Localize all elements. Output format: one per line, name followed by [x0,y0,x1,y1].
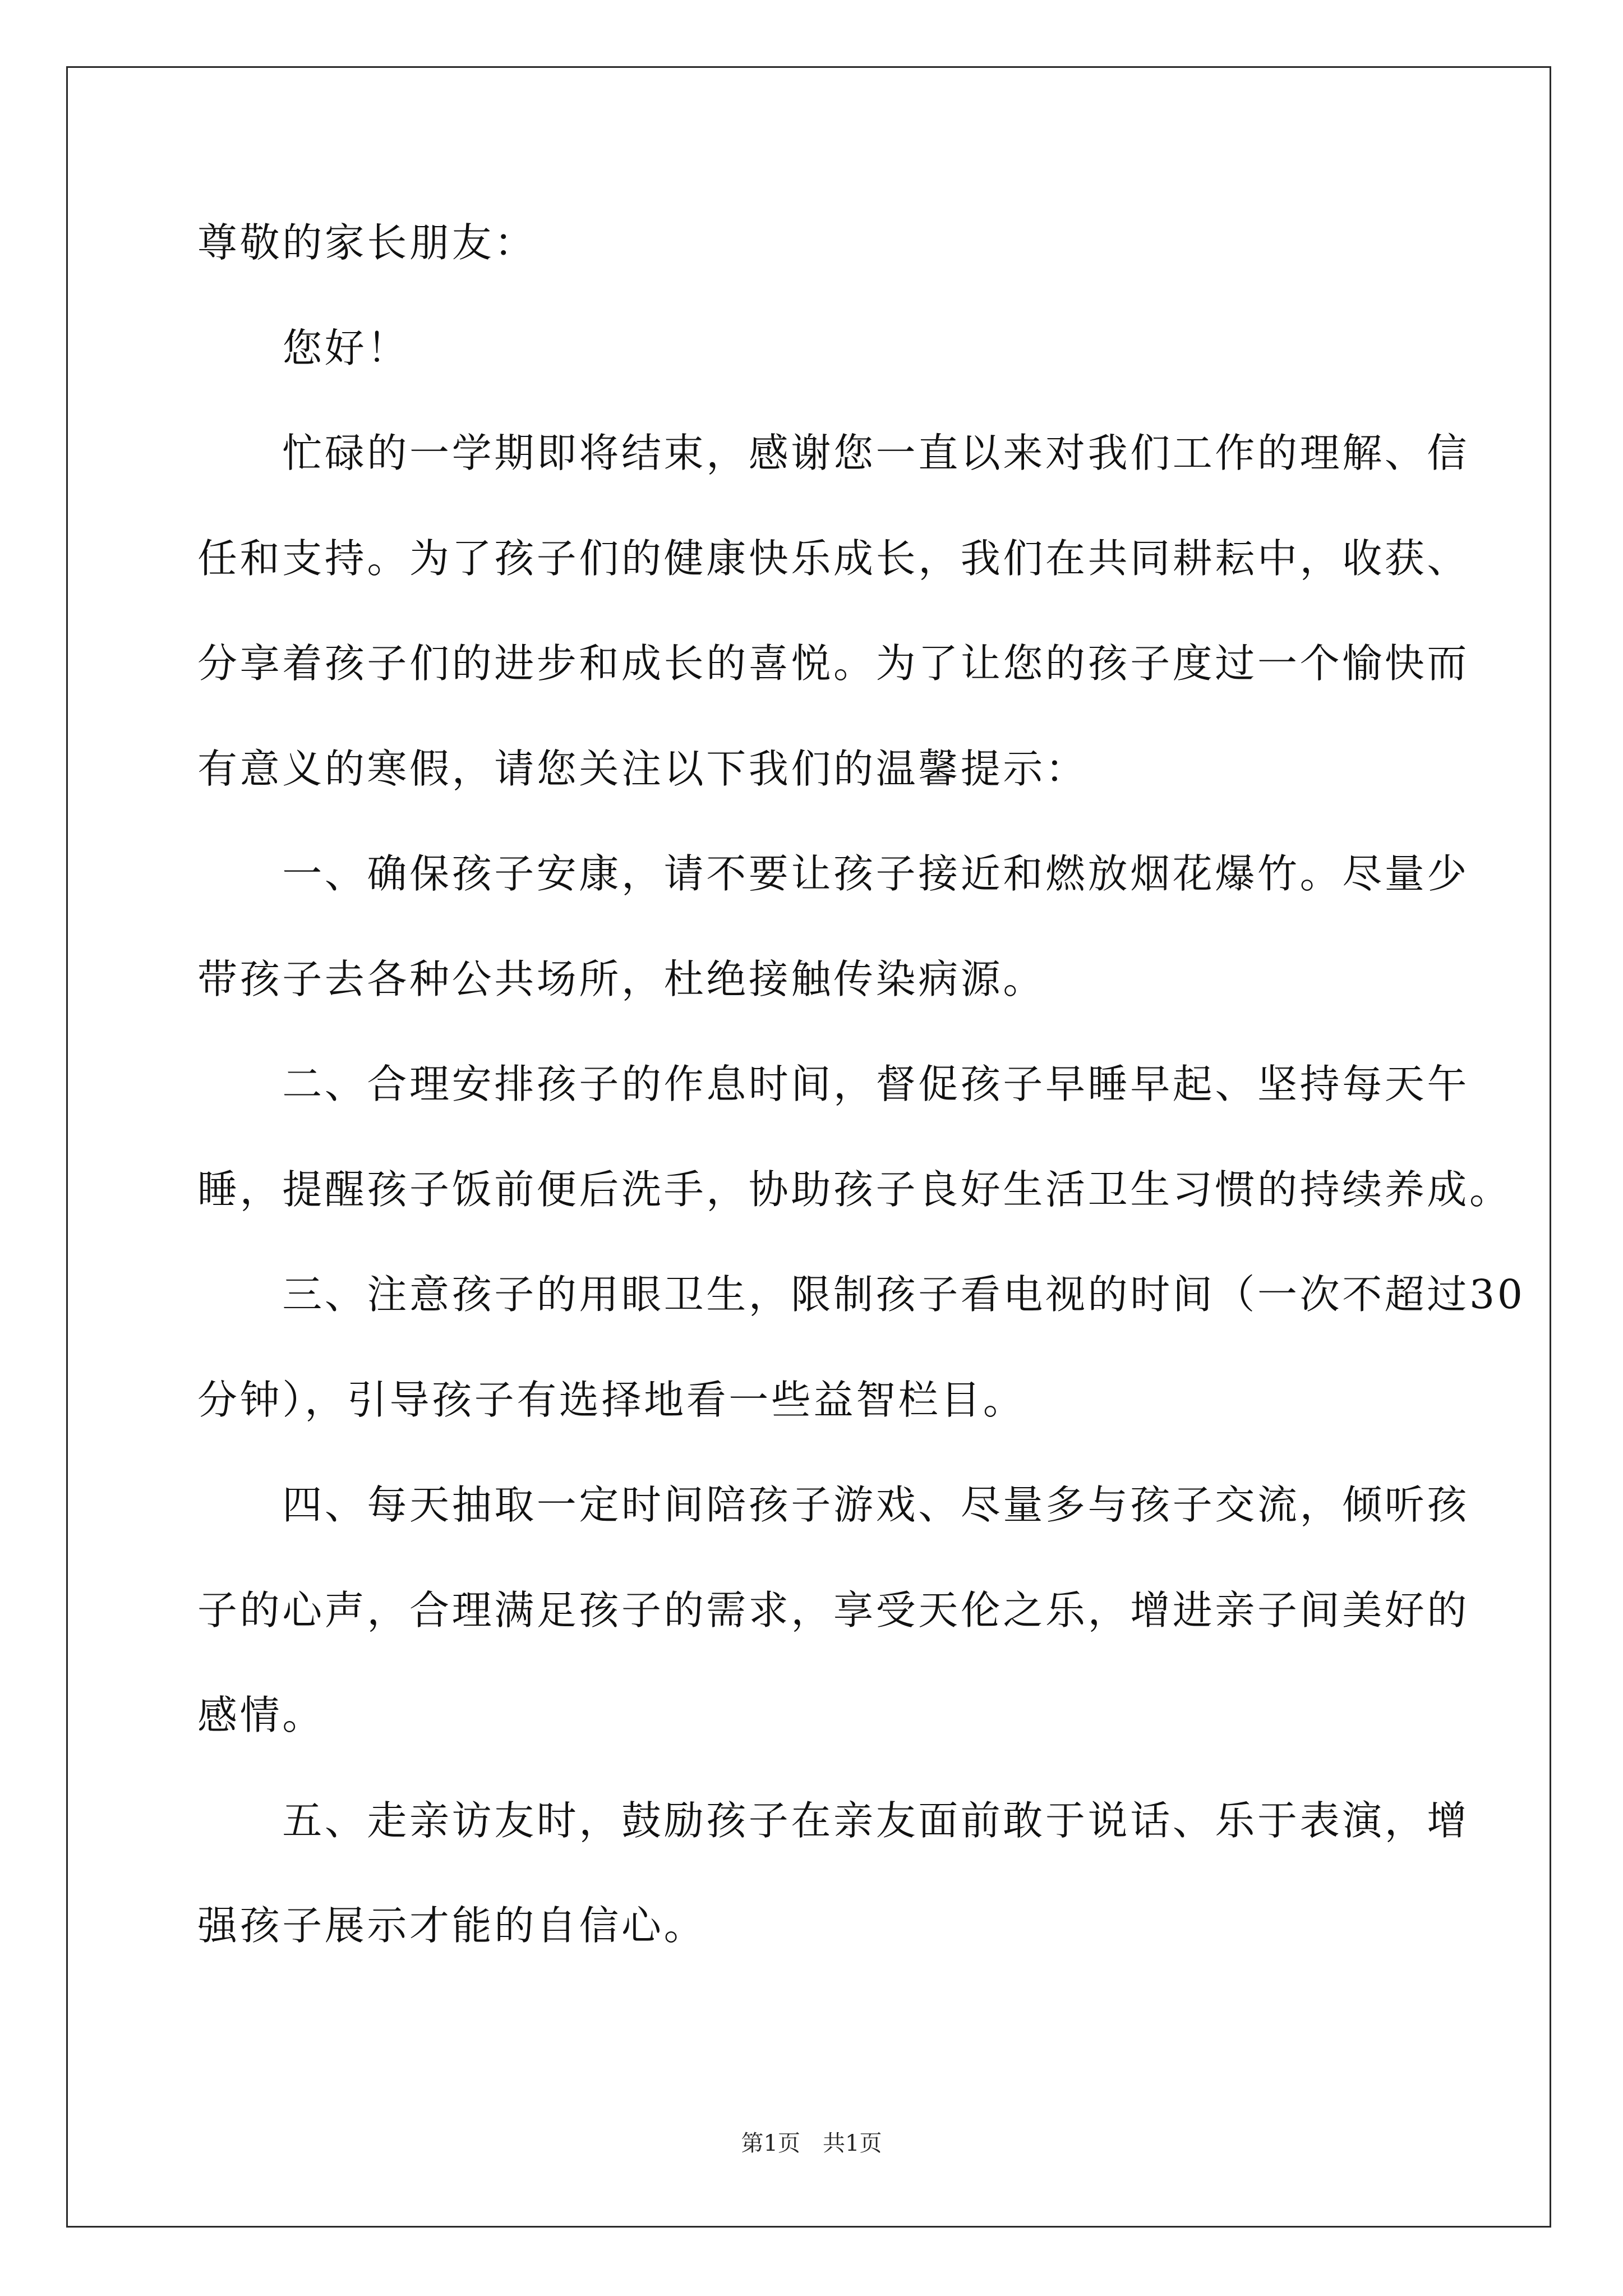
tip-3-line: 分钟），引导孩子有选择地看一些益智栏目。 [197,1377,1026,1423]
tip-3-line: 三、注意孩子的用眼卫生，限制孩子看电视的时间（一次不超过30 [197,1271,1525,1318]
tip-4-line: 四、每天抽取一定时间陪孩子游戏、尽量多与孩子交流，倾听孩 [197,1481,1470,1528]
tip-4-line: 子的心声，合理满足孩子的需求，享受天伦之乐，增进亲子间美好的 [197,1587,1470,1634]
tip-1-line: 带孩子去各种公共场所，杜绝接触传染病源。 [197,956,1046,1002]
greeting-line: 尊敬的家长朋友： [197,219,537,266]
tip-2-line: 睡，提醒孩子饭前便后洗手，协助孩子良好生活卫生习惯的持续养成。 [197,1166,1512,1213]
paragraph-line: 忙碌的一学期即将结束，感谢您一直以来对我们工作的理解、信 [197,430,1470,476]
page-footer: 第1页 共1页 [741,2131,882,2156]
tip-5-line: 五、走亲访友时，鼓励孩子在亲友面前敢于说话、乐于表演，增 [197,1797,1470,1844]
tip-1-line: 一、确保孩子安康，请不要让孩子接近和燃放烟花爆竹。尽量少 [197,850,1470,897]
tip-5-line: 强孩子展示才能的自信心。 [197,1902,707,1949]
paragraph-line: 有意义的寒假，请您关注以下我们的温馨提示： [197,746,1088,792]
salutation-line: 您好！ [197,325,410,371]
tip-4-line: 感情。 [197,1692,325,1738]
paragraph-line: 分享着孩子们的进步和成长的喜悦。为了让您的孩子度过一个愉快而 [197,640,1470,687]
tip-2-line: 二、合理安排孩子的作息时间，督促孩子早睡早起、坚持每天午 [197,1061,1470,1107]
paragraph-line: 任和支持。为了孩子们的健康快乐成长，我们在共同耕耘中，收获、 [197,535,1470,582]
